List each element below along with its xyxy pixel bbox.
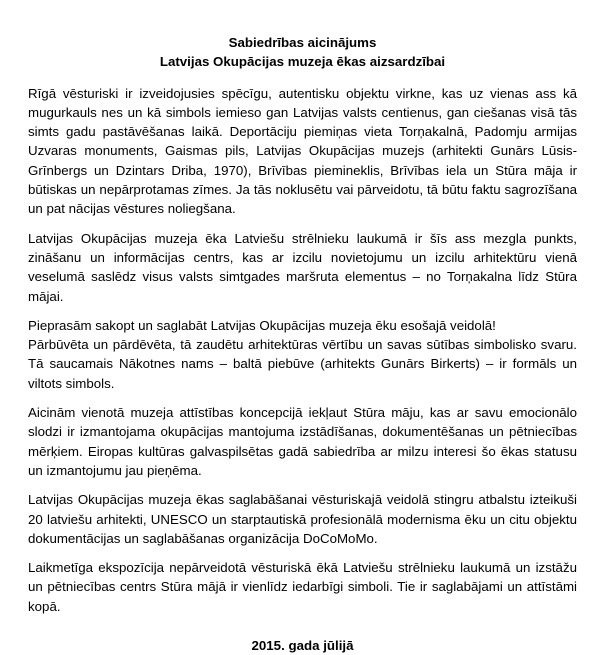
paragraph-demand	[28, 316, 577, 393]
title-line-2: Latvijas Okupācijas muzeja ēkas aizsardzībai	[159, 54, 446, 70]
paragraph-museum-node: Latvijas Okupācijas muzeja ēka Latviešu strēlnieku laukumā ir šīs ass mezgla punkts, zināšanu un informācijas centrs, kas ar izcilu novietojumu un izcilu arhitektūru vienā veselumā saslēdz visus valsts simtgades maršruta elementus – no Torņakalna līdz Stūra mājai.	[28, 230, 577, 304]
paragraph-support: Latvijas Okupācijas muzeja ēkas saglabāšanai vēsturiskajā veidolā stingru atbalstu izteikuši 20 latviešu arhitekti, UNESCO un starptautiskā profesionālā modernisma ēku un citu objektu dokumentācijas un saglabāšanas organizācija DoCoMoMo.	[28, 492, 577, 546]
document-date: 2015. gada jūlijā	[251, 638, 354, 654]
paragraph-stura-maja: Aicinām vienotā muzeja attīstības koncepcijā iekļaut Stūra māju, kas ar savu emocionālo slodzi ir izmantojama okupācijas mantojuma izstādīšanas, dokumentēšanas un pētniecības mērķiem. Eiropas kultūras galvaspilsētas gadā sabiedrība ar milzu interesi šo ēkas statusu un izmantojumu jau pieņēma.	[28, 405, 577, 478]
document-title	[28, 33, 577, 72]
title-line-1: Sabiedrības aicinājums	[228, 35, 377, 50]
paragraph-demand-continuation: Pārbūvēta un pārdēvēta, tā zaudētu arhitektūras vērtību un savas sūtības simbolisko svaru. Tā saucamais Nākotnes nams – baltā piebūve (arhitekts Gunārs Birkerts) – ir formāls un viltots simbols.	[28, 337, 577, 391]
paragraph-riga-axis: Rīgā vēsturiski ir izveidojusies spēcīgu, autentisku objektu virkne, kas uz vienas ass kā mugurkauls nes un kā simbols iemieso gan Latvijas valsts centienus, gan ciešanas visā tās simts gadu pastāvēšanas laikā. Deportāciju piemiņas vieta Torņakalnā, Padomju armijas Uzvaras monuments, Gaismas pils, Latvijas Okupācijas muzejs (arhitekti Gunārs Lūsis-Grīnbergs un Dzintars Driba, 1970), Brīvības piemineklis, Brīvības iela un Stūra māja ir būtiskas un nepārprotamas zīmes. Ja tās noklusētu vai pārveidotu, tā būtu faktu sagrozīšana un pat nācijas vēstures noliegšana.	[28, 85, 577, 217]
paragraph-symbols: Laikmetīga ekspozīcija nepārveidotā vēsturiskā ēkā Latviešu strēlnieku laukumā un izstāžu un pētniecības centrs Stūra mājā ir vienlīdz iedarbīgi simboli. Tie ir saglabājami un attīstāmi kopā.	[28, 560, 577, 614]
paragraph-demand-line: Pieprasām sakopt un saglabāt Latvijas Okupācijas muzeja ēku esošajā veidolā!	[28, 317, 496, 333]
